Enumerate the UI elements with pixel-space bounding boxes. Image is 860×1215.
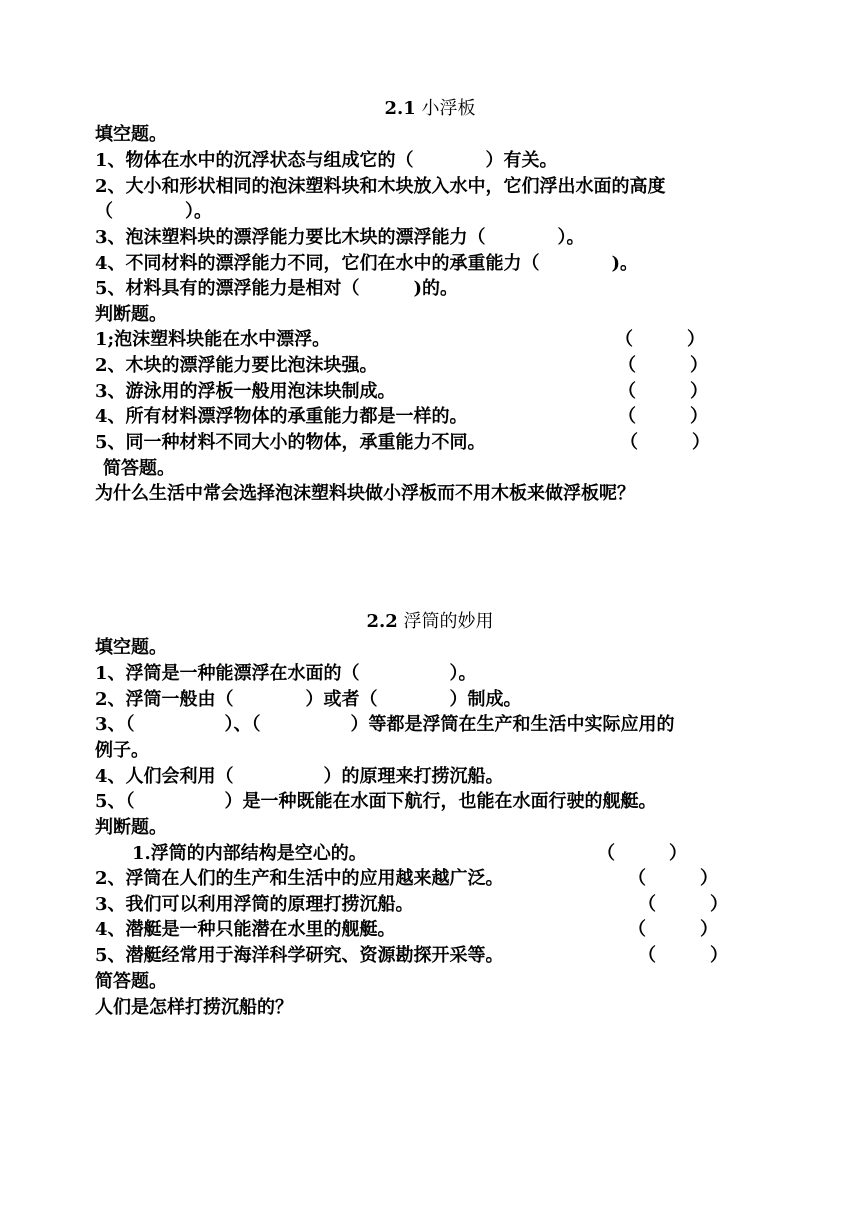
section1-judge-5-text: 5、同一种材料不同大小的物体，承重能力不同。 xyxy=(95,432,486,453)
section2-judge-row-2 xyxy=(95,866,760,892)
section2-judge-4-answer: （ ） xyxy=(628,919,718,940)
section1-judge-1-answer: （ ） xyxy=(615,329,705,350)
section1-title-number: 2.1 xyxy=(384,98,416,119)
section1-fill-5: 5、材料具有的漂浮能力是相对（ )的。 xyxy=(95,278,459,299)
section2-fill-2: 2、浮筒一般由（ ）或者（ ）制成。 xyxy=(95,689,522,710)
section2-short-heading: 简答题。 xyxy=(95,971,167,992)
section1-judge-5-answer: （ ） xyxy=(620,432,710,453)
section1-title xyxy=(0,96,860,122)
section2-fill-3-cont: 例子。 xyxy=(95,740,149,761)
section2-judge-row-3 xyxy=(95,892,760,918)
section2-fill-5: 5、（ ）是一种既能在水面下航行，也能在水面行驶的舰艇。 xyxy=(95,791,657,812)
section1-short-heading: 简答题。 xyxy=(103,458,175,479)
section2-short-question: 人们是怎样打捞沉船的？ xyxy=(95,997,293,1018)
section1-judge-row-4 xyxy=(95,404,760,430)
section2-judge-4-text: 4、潜艇是一种只能潜在水里的舰艇。 xyxy=(95,919,396,940)
section2-judge-5-text: 5、潜艇经常用于海洋科学研究、资源勘探开采等。 xyxy=(95,945,504,966)
section1-judge-3-text: 3、游泳用的浮板一般用泡沫块制成。 xyxy=(95,381,396,402)
section2-judge-5-answer: （ ） xyxy=(638,945,728,966)
section1-judge-1-text: 1;泡沫塑料块能在水中漂浮。 xyxy=(95,329,331,350)
section1-fill-2: 2、大小和形状相同的泡沫塑料块和木块放入水中，它们浮出水面的高度 xyxy=(95,176,666,197)
section1-fill-4: 4、不同材料的漂浮能力不同，它们在水中的承重能力（ )。 xyxy=(95,253,639,274)
section2-judge-1-answer: （ ） xyxy=(597,843,687,864)
section2-judge-2-answer: （ ） xyxy=(628,868,718,889)
section1-judge-2-text: 2、木块的漂浮能力要比泡沫块强。 xyxy=(95,355,378,376)
section2-title-text: 浮筒的妙用 xyxy=(403,611,494,632)
section1-fill-heading: 填空题。 xyxy=(95,124,167,145)
section2-judge-row-5 xyxy=(95,943,760,969)
section1-judge-4-answer: （ ） xyxy=(618,406,708,427)
section2-title xyxy=(0,609,860,635)
section1-judge-row-5 xyxy=(95,430,760,456)
section1-judge-2-answer: （ ） xyxy=(618,355,708,376)
section2-fill-heading: 填空题。 xyxy=(95,637,167,658)
section1-fill-2-cont: （ ）。 xyxy=(95,201,212,222)
section1-judge-4-text: 4、所有材料漂浮物体的承重能力都是一样的。 xyxy=(95,406,468,427)
section2-judge-row-4 xyxy=(95,917,760,943)
section1-judge-row-1 xyxy=(95,327,760,353)
section1-title-text: 小浮板 xyxy=(421,98,476,119)
section2-judge-3-answer: （ ） xyxy=(638,894,728,915)
section2-fill-4: 4、人们会利用（ ）的原理来打捞沉船。 xyxy=(95,766,504,787)
section2-judge-1-text: 1.浮筒的内部结构是空心的。 xyxy=(132,843,367,864)
section1-judge-row-3 xyxy=(95,379,760,405)
section1-judge-heading: 判断题。 xyxy=(95,304,167,325)
section2-judge-3-text: 3、我们可以利用浮筒的原理打捞沉船。 xyxy=(95,894,414,915)
section2-judge-2-text: 2、浮筒在人们的生产和生活中的应用越来越广泛。 xyxy=(95,868,504,889)
section2-judge-row-1 xyxy=(132,841,760,867)
section2-fill-3: 3、（ ）、（ ）等都是浮筒在生产和生活中实际应用的 xyxy=(95,714,675,735)
section1-fill-3: 3、泡沫塑料块的漂浮能力要比木块的漂浮能力（ ）。 xyxy=(95,227,585,248)
section1-judge-row-2 xyxy=(95,353,760,379)
section1-judge-3-answer: （ ） xyxy=(618,381,708,402)
section2-title-number: 2.2 xyxy=(366,611,398,632)
section2-judge-heading: 判断题。 xyxy=(95,817,167,838)
section2-fill-1: 1、浮筒是一种能漂浮在水面的（ ）。 xyxy=(95,663,477,684)
section1-fill-1: 1、物体在水中的沉浮状态与组成它的（ ）有关。 xyxy=(95,150,558,171)
section1-short-question: 为什么生活中常会选择泡沫塑料块做小浮板而不用木板来做浮板呢？ xyxy=(95,483,635,504)
